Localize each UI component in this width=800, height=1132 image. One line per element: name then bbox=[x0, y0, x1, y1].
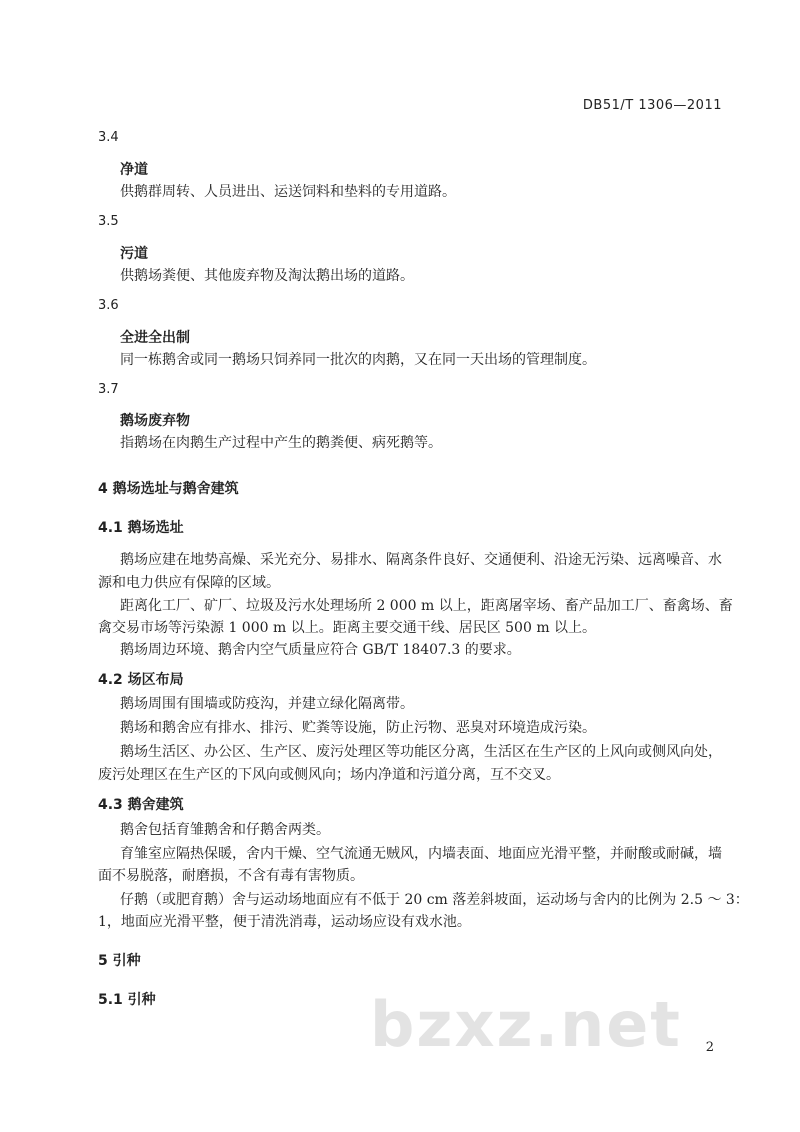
body-text-line: 鹅场生活区、办公区、生产区、废污处理区等功能区分离，生活区在生产区的上风向或侧风向处， bbox=[120, 744, 722, 760]
body-text-line: 鹅场和鹅舍应有排水、排污、贮粪等设施，防止污物、恶臭对环境造成污染。 bbox=[120, 720, 596, 736]
clause-number: 3.4 bbox=[98, 130, 119, 145]
section-heading: 4.2 场区布局 bbox=[98, 672, 184, 688]
body-text-line: 废污处理区在生产区的下风向或侧风向；场内净道和污道分离，互不交叉。 bbox=[98, 767, 560, 783]
body-text-line: 供鹅群周转、人员进出、运送饲料和垫料的专用道路。 bbox=[120, 184, 456, 200]
section-heading: 4.1 鹅场选址 bbox=[98, 520, 184, 536]
section-heading: 5 引种 bbox=[98, 953, 141, 969]
page-number: 2 bbox=[705, 1040, 714, 1055]
body-text-line: 鹅场周边环境、鹅舍内空气质量应符合 GB/T 18407.3 的要求。 bbox=[120, 642, 521, 658]
clause-number: 3.5 bbox=[98, 214, 119, 229]
term-title: 净道 bbox=[120, 162, 148, 178]
clause-number: 3.7 bbox=[98, 382, 119, 397]
body-text-line: 1，地面应光滑平整，便于清洗消毒，运动场应设有戏水池。 bbox=[98, 914, 471, 930]
body-text-line: 鹅场周围有围墙或防疫沟，并建立绿化隔离带。 bbox=[120, 696, 414, 712]
body-text-line: 源和电力供应有保障的区域。 bbox=[98, 575, 280, 591]
body-text-line: 鹅舍包括育雏鹅舍和仔鹅舍两类。 bbox=[120, 822, 330, 838]
body-text-line: 供鹅场粪便、其他废弃物及淘汰鹅出场的道路。 bbox=[120, 268, 414, 284]
body-text-line: 鹅场应建在地势高燥、采光充分、易排水、隔离条件良好、交通便利、沿途无污染、远离噪音、水 bbox=[120, 552, 722, 568]
body-text-line: 禽交易市场等污染源 1 000 m 以上。距离主要交通干线、居民区 500 m 以上。 bbox=[98, 620, 597, 636]
clause-number: 3.6 bbox=[98, 298, 119, 313]
term-title: 鹅场废弃物 bbox=[120, 413, 190, 429]
section-heading: 5.1 引种 bbox=[98, 992, 156, 1008]
body-text-line: 仔鹅（或肥育鹅）舍与运动场地面应有不低于 20 cm 落差斜坡面，运动场与舍内的比例为 2.5 ～ 3： bbox=[120, 892, 749, 908]
watermark: bzxz.net bbox=[370, 988, 682, 1061]
document-id-header: DB51/T 1306—2011 bbox=[582, 98, 722, 113]
term-title: 全进全出制 bbox=[120, 330, 190, 346]
body-text-line: 距离化工厂、矿厂、垃圾及污水处理场所 2 000 m 以上，距离屠宰场、畜产品加工厂、畜禽场、畜 bbox=[120, 598, 733, 614]
body-text-line: 育雏室应隔热保暖，舍内干燥、空气流通无贼风，内墙表面、地面应光滑平整，并耐酸或耐碱，墙 bbox=[120, 846, 722, 862]
section-heading: 4 鹅场选址与鹅舍建筑 bbox=[98, 481, 239, 497]
body-text-line: 同一栋鹅舍或同一鹅场只饲养同一批次的肉鹅，又在同一天出场的管理制度。 bbox=[120, 352, 596, 368]
term-title: 污道 bbox=[120, 246, 148, 262]
body-text-line: 面不易脱落，耐磨损，不含有毒有害物质。 bbox=[98, 868, 364, 884]
body-text-line: 指鹅场在肉鹅生产过程中产生的鹅粪便、病死鹅等。 bbox=[120, 435, 442, 451]
section-heading: 4.3 鹅舍建筑 bbox=[98, 797, 184, 813]
